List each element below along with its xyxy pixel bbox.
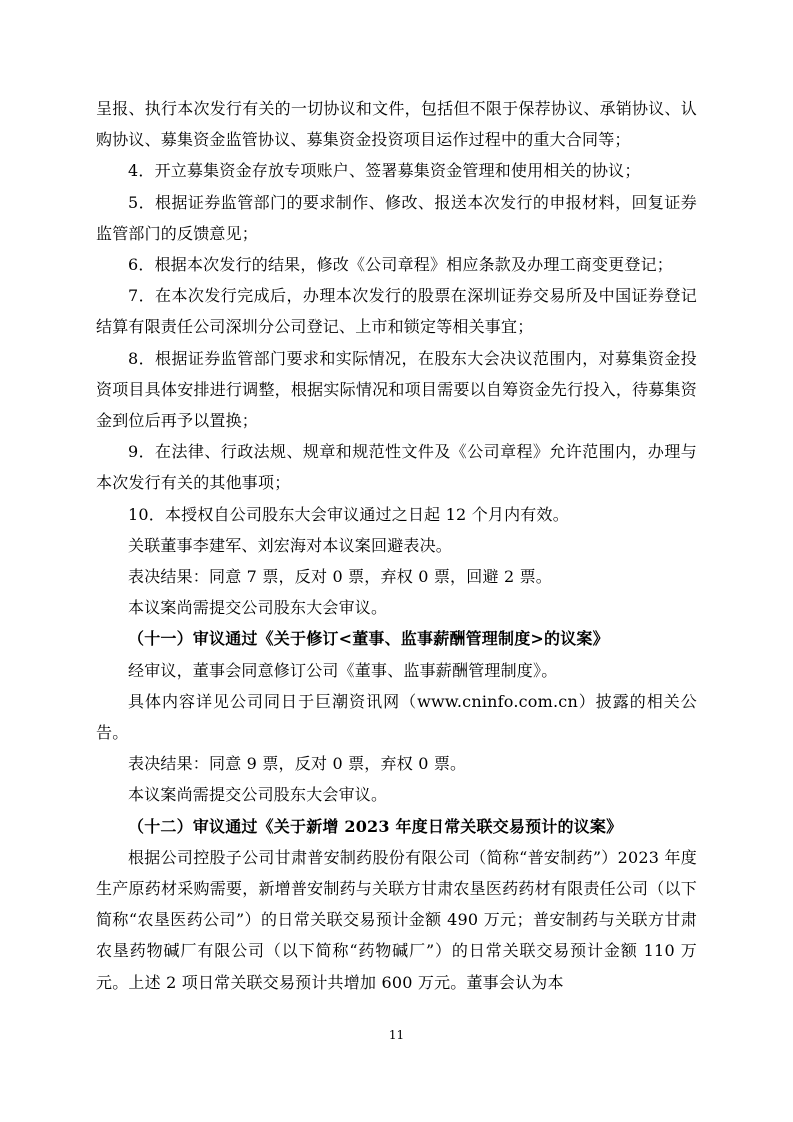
paragraph-resolution-11: 经审议，董事会同意修订公司《董事、监事薪酬管理制度》。 [128, 660, 558, 680]
paragraph-item-4: 4．开立募集资金存放专项账户、签署募集资金管理和使用相关的协议； [128, 161, 641, 181]
document-body [96, 93, 697, 998]
paragraph-vote-result-item10: 表决结果：同意 7 票，反对 0 票，弃权 0 票，回避 2 票。 [128, 567, 553, 587]
paragraph-submit-note-item11: 本议案尚需提交公司股东大会审议。 [128, 785, 388, 805]
paragraph-continuation: 呈报、执行本次发行有关的一切协议和文件，包括但不限于保荐协议、承销协议、认购协议、募集资金监管协议、募集资金投资项目运作过程中的重大合同等； [96, 99, 697, 150]
paragraph-recusal-note: 关联董事李建军、刘宏海对本议案回避表决。 [128, 535, 453, 555]
section-heading-12: （十二）审议通过《关于新增 2023 年度日常关联交易预计的议案》 [128, 816, 623, 836]
paragraph-item-7: 7．在本次发行完成后，办理本次发行的股票在深圳证券交易所及中国证券登记结算有限责任公司深圳分公司登记、上市和锁定等相关事宜； [96, 286, 697, 337]
paragraph-item-6: 6．根据本次发行的结果，修改《公司章程》相应条款及办理工商变更登记； [128, 255, 673, 275]
paragraph-item-8: 8．根据证券监管部门要求和实际情况，在股东大会决议范围内，对募集资金投资项目具体安排进行调整，根据实际情况和项目需要以自筹资金先行投入，待募集资金到位后再予以置换； [96, 348, 697, 431]
paragraph-vote-result-item11: 表决结果：同意 9 票，反对 0 票，弃权 0 票。 [128, 754, 467, 774]
paragraph-disclosure-note: 具体内容详见公司同日于巨潮资讯网（www.cninfo.com.cn）披露的相关公告。 [96, 691, 697, 743]
section-heading-11: （十一）审议通过《关于修订<董事、监事薪酬管理制度>的议案》 [128, 629, 609, 649]
paragraph-related-transaction-detail: 根据公司控股子公司甘肃普安制药股份有限公司（简称“普安制药”）2023 年度生产原药材采购需要，新增普安制药与关联方甘肃农垦医药药材有限责任公司（以下简称“农垦医药公司”）的日常关联交易预计金额 490 万元；普安制药与关联方甘肃农垦药物碱厂有限公司（以下简称“药物碱厂”）的日常关联交易预计金额 110 万元。上述 2 项日常关联交易预计共增加 600 万元。董事会认为本 [96, 847, 697, 992]
paragraph-item-5: 5．根据证券监管部门的要求制作、修改、报送本次发行的申报材料，回复证券监管部门的反馈意见； [96, 192, 697, 243]
paragraph-item-9: 9．在法律、行政法规、规章和规范性文件及《公司章程》允许范围内，办理与本次发行有关的其他事项； [96, 442, 697, 493]
paragraph-submit-note-item10: 本议案尚需提交公司股东大会审议。 [128, 598, 388, 618]
page-number: 11 [388, 1028, 405, 1042]
paragraph-item-10: 10．本授权自公司股东大会审议通过之日起 12 个月内有效。 [128, 504, 569, 524]
